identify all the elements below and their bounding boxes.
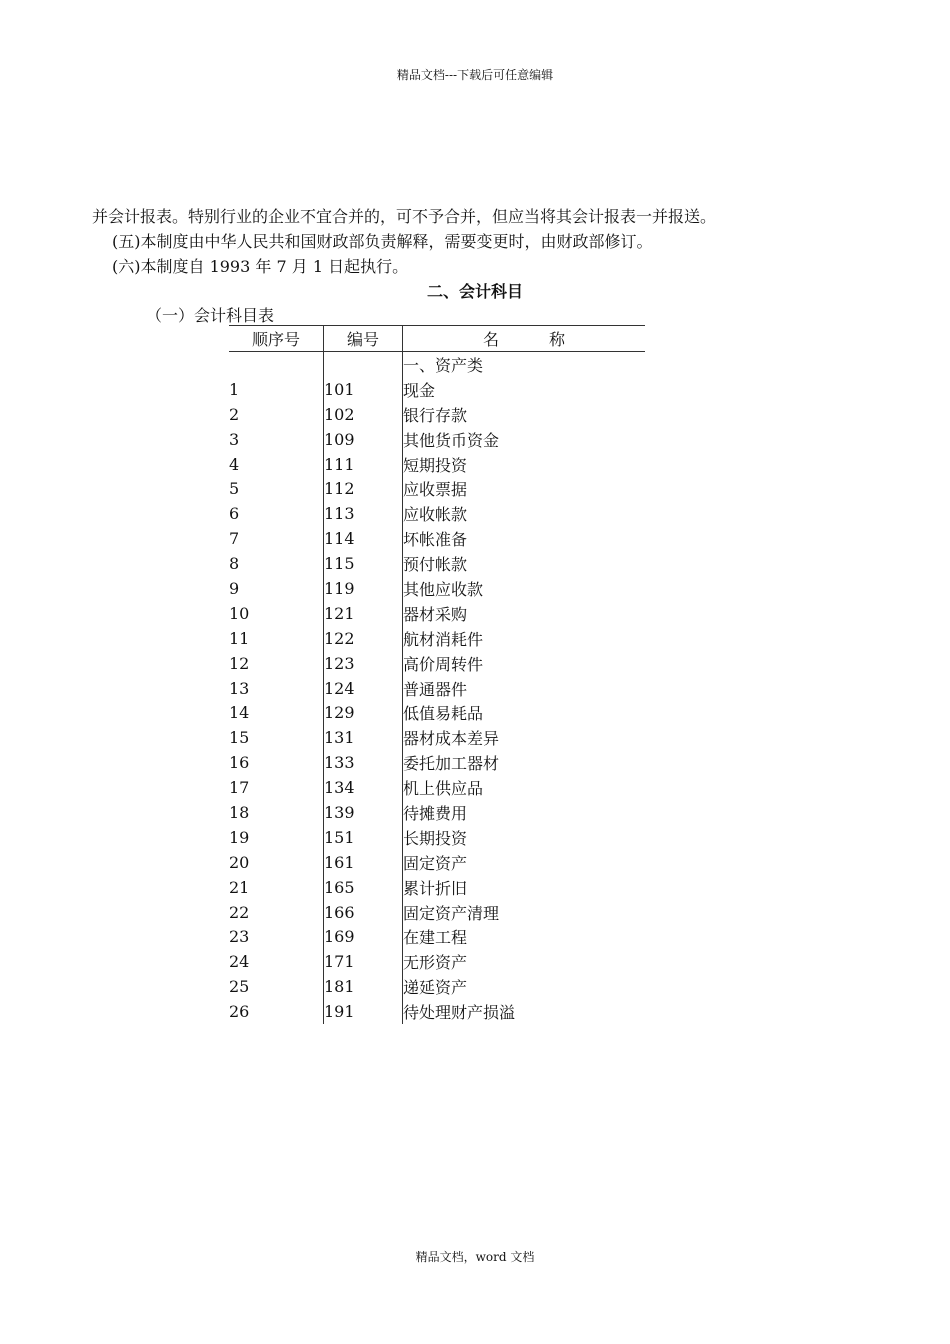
row-seq-cell: 4 <box>229 454 240 474</box>
row-name-cell: 机上供应品 <box>403 775 646 800</box>
table-row <box>229 750 645 775</box>
row-name-cell: 无形资产 <box>403 949 646 974</box>
row-code-cell: 191 <box>324 999 403 1024</box>
table-row <box>229 551 645 576</box>
row-name-cell: 其他货币资金 <box>403 427 646 452</box>
table-row <box>229 526 645 551</box>
category-row <box>229 352 645 377</box>
table-row <box>229 900 645 925</box>
row-seq-cell: 24 <box>229 952 250 972</box>
row-code-cell: 114 <box>324 526 403 551</box>
row-name-cell: 待处理财产损溢 <box>403 999 646 1024</box>
row-name-cell: 低值易耗品 <box>403 700 646 725</box>
category-seq-cell <box>229 352 324 377</box>
row-seq-cell: 19 <box>229 827 250 847</box>
table-row <box>229 800 645 825</box>
row-seq-cell: 3 <box>229 429 240 449</box>
row-seq-cell: 18 <box>229 802 250 822</box>
row-seq-cell: 9 <box>229 578 240 598</box>
row-code-cell: 112 <box>324 476 403 501</box>
row-name-cell: 预付帐款 <box>403 551 646 576</box>
table-row <box>229 576 645 601</box>
row-seq-cell: 5 <box>229 479 240 499</box>
table-row <box>229 700 645 725</box>
row-code-cell: 123 <box>324 651 403 676</box>
row-name-cell: 固定资产清理 <box>403 900 646 925</box>
row-seq-cell: 1 <box>229 379 240 399</box>
row-seq-cell: 14 <box>229 703 250 723</box>
row-seq-cell: 8 <box>229 554 240 574</box>
table-row <box>229 501 645 526</box>
row-name-cell: 长期投资 <box>403 825 646 850</box>
row-code-cell: 124 <box>324 676 403 701</box>
table-row <box>229 626 645 651</box>
row-code-cell: 122 <box>324 626 403 651</box>
header-name-part2: 称 <box>549 330 566 349</box>
row-seq-cell: 15 <box>229 728 250 748</box>
table-row <box>229 676 645 701</box>
row-code-cell: 109 <box>324 427 403 452</box>
row-seq-cell: 26 <box>229 1002 250 1022</box>
section-title: 二、会计科目 <box>426 282 523 301</box>
table-row <box>229 601 645 626</box>
table-row <box>229 999 645 1024</box>
table-row <box>229 651 645 676</box>
row-code-cell: 129 <box>324 700 403 725</box>
row-seq-cell: 25 <box>229 977 250 997</box>
header-seq: 顺序号 <box>229 326 324 352</box>
row-code-cell: 169 <box>324 924 403 949</box>
row-code-cell: 161 <box>324 850 403 875</box>
table-row <box>229 875 645 900</box>
row-seq-cell: 23 <box>229 927 250 947</box>
row-code-cell: 151 <box>324 825 403 850</box>
table-row <box>229 825 645 850</box>
row-code-cell: 102 <box>324 402 403 427</box>
row-name-cell: 其他应收款 <box>403 576 646 601</box>
row-seq-cell: 2 <box>229 404 240 424</box>
header-name-part1: 名 <box>482 330 499 349</box>
category-code-cell <box>324 352 403 377</box>
table-row <box>229 974 645 999</box>
row-name-cell: 银行存款 <box>403 402 646 427</box>
row-name-cell: 航材消耗件 <box>403 626 646 651</box>
row-name-cell: 短期投资 <box>403 452 646 477</box>
row-seq-cell: 13 <box>229 678 250 698</box>
row-code-cell: 134 <box>324 775 403 800</box>
row-code-cell: 166 <box>324 900 403 925</box>
table-row <box>229 377 645 402</box>
row-name-cell: 器材成本差异 <box>403 725 646 750</box>
row-code-cell: 131 <box>324 725 403 750</box>
row-code-cell: 181 <box>324 974 403 999</box>
row-name-cell: 普通器件 <box>403 676 646 701</box>
row-name-cell: 委托加工器材 <box>403 750 646 775</box>
table-row <box>229 949 645 974</box>
row-name-cell: 现金 <box>403 377 646 402</box>
row-code-cell: 101 <box>324 377 403 402</box>
row-code-cell: 115 <box>324 551 403 576</box>
row-code-cell: 113 <box>324 501 403 526</box>
row-code-cell: 111 <box>324 452 403 477</box>
table-row <box>229 476 645 501</box>
table-header-row <box>229 326 645 352</box>
row-name-cell: 应收帐款 <box>403 501 646 526</box>
row-code-cell: 171 <box>324 949 403 974</box>
table-row <box>229 850 645 875</box>
row-seq-cell: 22 <box>229 902 250 922</box>
row-seq-cell: 21 <box>229 877 250 897</box>
row-seq-cell: 7 <box>229 529 240 549</box>
row-name-cell: 坏帐准备 <box>403 526 646 551</box>
paragraph-interpretation: (五)本制度由中华人民共和国财政部负责解释，需要变更时，由财政部修订。 <box>112 232 653 251</box>
accounts-table <box>229 325 645 1024</box>
row-name-cell: 器材采购 <box>403 601 646 626</box>
page-header-note: 精品文档---下载后可任意编辑 <box>396 68 554 82</box>
paragraph-consolidation: 并会计报表。特别行业的企业不宜合并的，可不予合并，但应当将其会计报表一并报送。 <box>92 207 717 226</box>
row-name-cell: 在建工程 <box>403 924 646 949</box>
row-seq-cell: 16 <box>229 753 250 773</box>
row-name-cell: 高价周转件 <box>403 651 646 676</box>
row-name-cell: 应收票据 <box>403 476 646 501</box>
row-code-cell: 139 <box>324 800 403 825</box>
table-row <box>229 402 645 427</box>
row-name-cell: 累计折旧 <box>403 875 646 900</box>
header-code: 编号 <box>324 326 403 352</box>
page-footer-note: 精品文档，word 文档 <box>415 1250 535 1264</box>
table-row <box>229 775 645 800</box>
row-seq-cell: 12 <box>229 653 250 673</box>
paragraph-effective-date: (六)本制度自 1993 年 7 月 1 日起执行。 <box>112 257 409 276</box>
row-code-cell: 165 <box>324 875 403 900</box>
row-seq-cell: 20 <box>229 852 250 872</box>
table-row <box>229 924 645 949</box>
table-row <box>229 452 645 477</box>
row-name-cell: 递延资产 <box>403 974 646 999</box>
table-body <box>229 352 645 1025</box>
row-code-cell: 119 <box>324 576 403 601</box>
table-row <box>229 725 645 750</box>
row-name-cell: 固定资产 <box>403 850 646 875</box>
row-name-cell: 待摊费用 <box>403 800 646 825</box>
row-seq-cell: 11 <box>229 628 250 648</box>
header-name <box>403 326 646 352</box>
category-label: 一、资产类 <box>403 352 646 377</box>
row-seq-cell: 17 <box>229 778 250 798</box>
subsection-title: （一）会计科目表 <box>146 306 275 325</box>
row-seq-cell: 6 <box>229 504 240 524</box>
row-code-cell: 133 <box>324 750 403 775</box>
row-seq-cell: 10 <box>229 603 250 623</box>
table-row <box>229 427 645 452</box>
row-code-cell: 121 <box>324 601 403 626</box>
